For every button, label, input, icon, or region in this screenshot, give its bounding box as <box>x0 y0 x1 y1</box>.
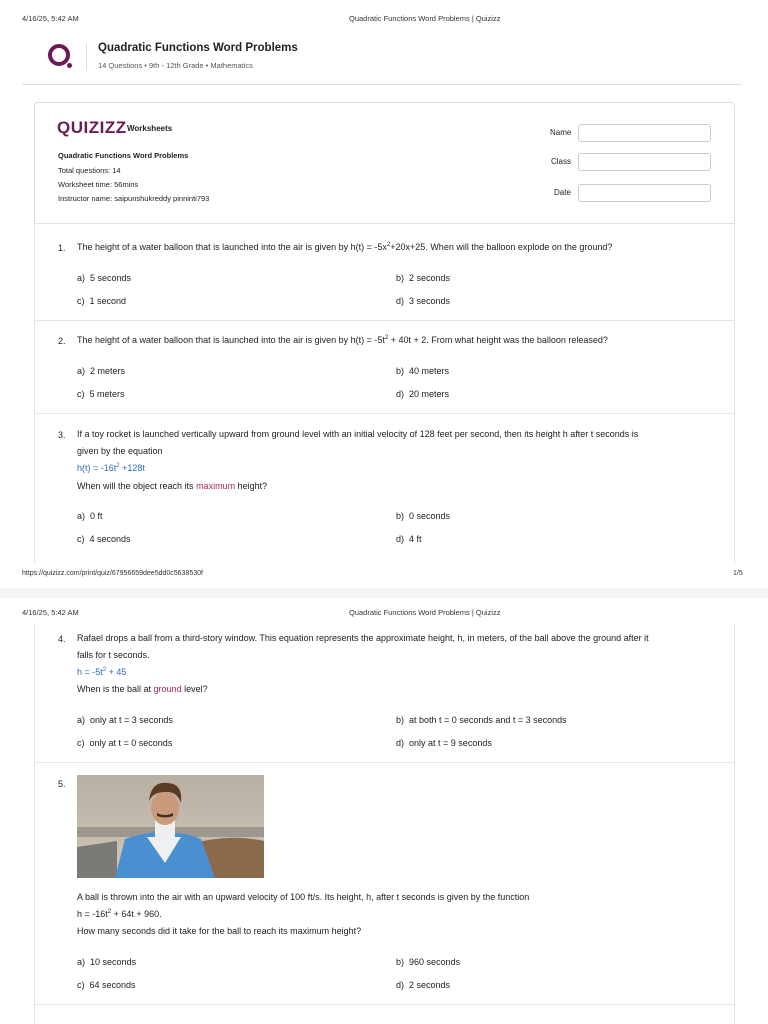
brand-suffix: Worksheets <box>127 124 173 133</box>
card-left-border <box>34 624 35 1024</box>
question-text: The height of a water balloon that is launched into the air is given by $h(t) = -5x^2+20x+25$. When will the balloon explode on the ground? <box>77 242 613 252</box>
name-field[interactable] <box>578 124 711 142</box>
question-image <box>77 775 264 878</box>
question-divider <box>35 1004 734 1005</box>
man-in-blue-suit-image <box>77 775 264 878</box>
question-text-line: A ball is thrown into the air with an upward velocity of 100 ft/s. Its height, h, after t seconds is given by the function <box>77 892 530 902</box>
quizizz-brand: QUIZIZZ <box>57 118 127 137</box>
question-equation: $h = -5t^2 + 45$ <box>77 667 127 677</box>
question-equation: $h = -16t^2 + 64t + 960$. <box>77 909 162 919</box>
footer-page-number: 1/5 <box>733 570 743 577</box>
header-divider <box>22 84 741 85</box>
question-text: The height of a water balloon that is launched into the air is given by $h(t) = -5t^2 + 40t + 2$. From what height was the balloon released? <box>77 335 608 345</box>
option-b[interactable]: b) 40 meters <box>396 366 450 376</box>
print-datetime: 4/16/25, 5:42 AM <box>22 14 79 23</box>
question-number: 1. <box>58 243 66 253</box>
card-left-border <box>34 224 35 564</box>
question-divider <box>35 320 734 321</box>
option-b[interactable]: b) 960 seconds <box>396 957 461 967</box>
option-a[interactable]: a) 5 seconds <box>77 273 132 283</box>
card-right-border <box>734 224 735 564</box>
print-page-title: Quadratic Functions Word Problems | Quizizz <box>349 14 501 23</box>
option-a[interactable]: a) 2 meters <box>77 366 126 376</box>
option-c[interactable]: c) 1 second <box>77 296 127 306</box>
worksheet-title: Quadratic Functions Word Problems <box>58 151 189 160</box>
question-number: 2. <box>58 336 66 346</box>
option-c[interactable]: c) 5 meters <box>77 389 125 399</box>
page-break <box>0 588 768 598</box>
option-c[interactable]: c) only at t = 0 seconds <box>77 738 173 748</box>
footer-url[interactable]: https://quizizz.com/print/quiz/67956659dee5dd0c5638530f <box>22 570 203 577</box>
class-label: Class <box>551 157 572 166</box>
option-c[interactable]: c) 64 seconds <box>77 980 136 990</box>
option-a[interactable]: a) 0 ft <box>77 511 103 521</box>
question-text-line: Rafael drops a ball from a third-story window. This equation represents the approximate height, h, in meters, of the ball above the ground after it <box>77 633 649 643</box>
question-prompt: When is the ball at ground level? <box>77 684 208 694</box>
question-text-line: falls for t seconds. <box>77 650 150 660</box>
worksheet-time: Worksheet time: 56mins <box>58 180 139 189</box>
date-label: Date <box>554 188 571 197</box>
name-label: Name <box>550 128 572 137</box>
question-number: 3. <box>58 430 66 440</box>
question-number: 5. <box>58 779 66 789</box>
question-number: 4. <box>58 634 66 644</box>
option-d[interactable]: d) 20 meters <box>396 389 450 399</box>
question-prompt: How many seconds did it take for the ball to reach its maximum height? <box>77 926 362 936</box>
question-text-line: given by the equation <box>77 446 163 456</box>
divider <box>86 44 87 70</box>
date-field[interactable] <box>578 184 711 202</box>
option-d[interactable]: d) 2 seconds <box>396 980 451 990</box>
question-divider <box>35 413 734 414</box>
total-questions: Total questions: 14 <box>58 166 121 175</box>
class-field[interactable] <box>578 153 711 171</box>
option-d[interactable]: d) 4 ft <box>396 534 422 544</box>
instructor-name: Instructor name: saipunshukreddy pinninti793 <box>58 194 210 203</box>
card-right-border <box>734 624 735 1024</box>
quiz-title: Quadratic Functions Word Problems <box>98 42 298 54</box>
option-d[interactable]: d) 3 seconds <box>396 296 451 306</box>
print-datetime: 4/16/25, 5:42 AM <box>22 608 79 617</box>
question-text-line: If a toy rocket is launched vertically upward from ground level with an initial velocity of 128 feet per second, then its height h after t seconds is <box>77 429 639 439</box>
question-prompt: When will the object reach its maximum height? <box>77 481 268 491</box>
quiz-subtitle: 14 Questions • 9th - 12th Grade • Mathematics <box>98 61 253 70</box>
option-b[interactable]: b) at both t = 0 seconds and t = 3 seconds <box>396 715 567 725</box>
question-divider <box>35 762 734 763</box>
question-equation: $h(t) = -16t^2 +128t$ <box>77 463 145 473</box>
option-d[interactable]: d) only at t = 9 seconds <box>396 738 492 748</box>
option-a[interactable]: a) only at t = 3 seconds <box>77 715 173 725</box>
print-page-title: Quadratic Functions Word Problems | Quizizz <box>349 608 501 617</box>
option-a[interactable]: a) 10 seconds <box>77 957 137 967</box>
option-b[interactable]: b) 0 seconds <box>396 511 451 521</box>
option-b[interactable]: b) 2 seconds <box>396 273 451 283</box>
quizizz-logo-icon <box>48 44 70 66</box>
option-c[interactable]: c) 4 seconds <box>77 534 131 544</box>
